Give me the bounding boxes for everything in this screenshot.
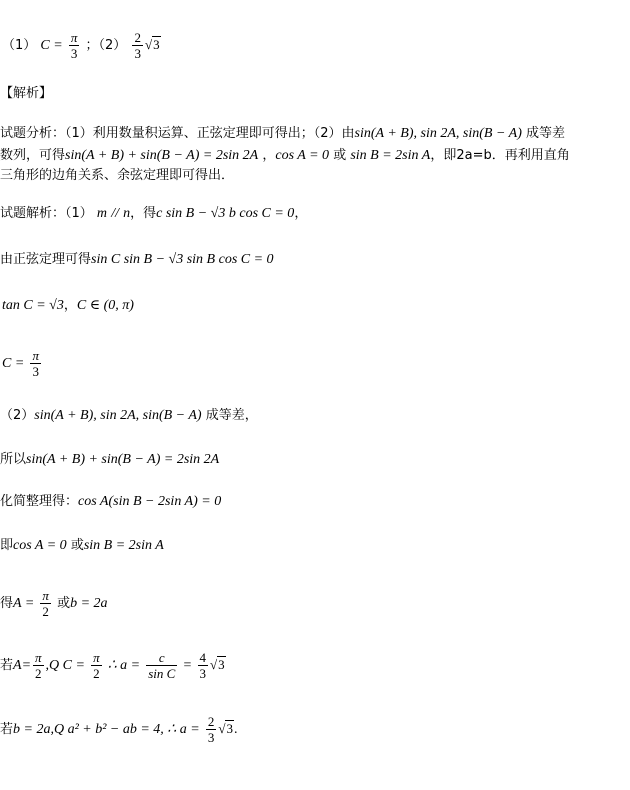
- analysis-line-3: 三角形的边角关系、余弦定理即可得出．: [0, 168, 235, 183]
- solution-line-1: 试题解析：（1） m // n，得c sin B − √3 b cos C = 0，: [0, 206, 308, 221]
- answer-c-eq: C =: [40, 38, 63, 53]
- solution-line-7: 化简整理得：cos A(sin B − 2sin A) = 0: [0, 494, 222, 509]
- solution-line-10: 若A= $\frac{\pi}{2}$ ,Q C = $\frac{\pi}{2}$ ∴ a = $\frac{c}{\text{sin C}}$ = $\frac{4}{3}$ √3: [0, 650, 225, 681]
- answer-two-thirds: $\frac{2}{3}$: [134, 30, 141, 61]
- solution-line-4: C = $\frac{\pi}{3}$: [2, 348, 39, 379]
- solution-line-11: 若b = 2a,Q a² + b² − ab = 4, ∴ a = $\frac{2}{3}$ √3.: [0, 714, 238, 745]
- answer-pi-over-3: $\frac{\pi}{3}$: [70, 30, 78, 61]
- answer-sqrt3: √3: [144, 37, 160, 52]
- solution-line-9: 得A = $\frac{\pi}{2}$ 或b = 2a: [0, 588, 108, 619]
- answer-line: [2, 30, 161, 61]
- part1-label: （1）: [2, 38, 37, 53]
- analysis-line-2: 数列，可得sin(A + B) + sin(B − A) = 2sin 2A ，cos A = 0 或 sin B = 2sin A，即2a=b．再利用直角: [0, 148, 570, 163]
- part2-label: ；（2）: [85, 38, 127, 53]
- jiexi-heading: 【解析】: [0, 86, 53, 101]
- solution-line-6: 所以sin(A + B) + sin(B − A) = 2sin 2A: [0, 452, 220, 467]
- solution-line-5: （2）sin(A + B), sin 2A, sin(B − A) 成等差，: [0, 408, 258, 423]
- analysis-line-1: 试题分析：（1）利用数量积运算、正弦定理即可得出；（2）由sin(A + B), sin 2A, sin(B − A) 成等差: [0, 126, 566, 141]
- solution-line-3: tan C = √3，C ∈ (0, π): [2, 298, 134, 313]
- solution-line-2: 由正弦定理可得sin C sin B − √3 sin B cos C = 0: [0, 252, 274, 267]
- solution-line-8: 即cos A = 0 或sin B = 2sin A: [0, 538, 164, 553]
